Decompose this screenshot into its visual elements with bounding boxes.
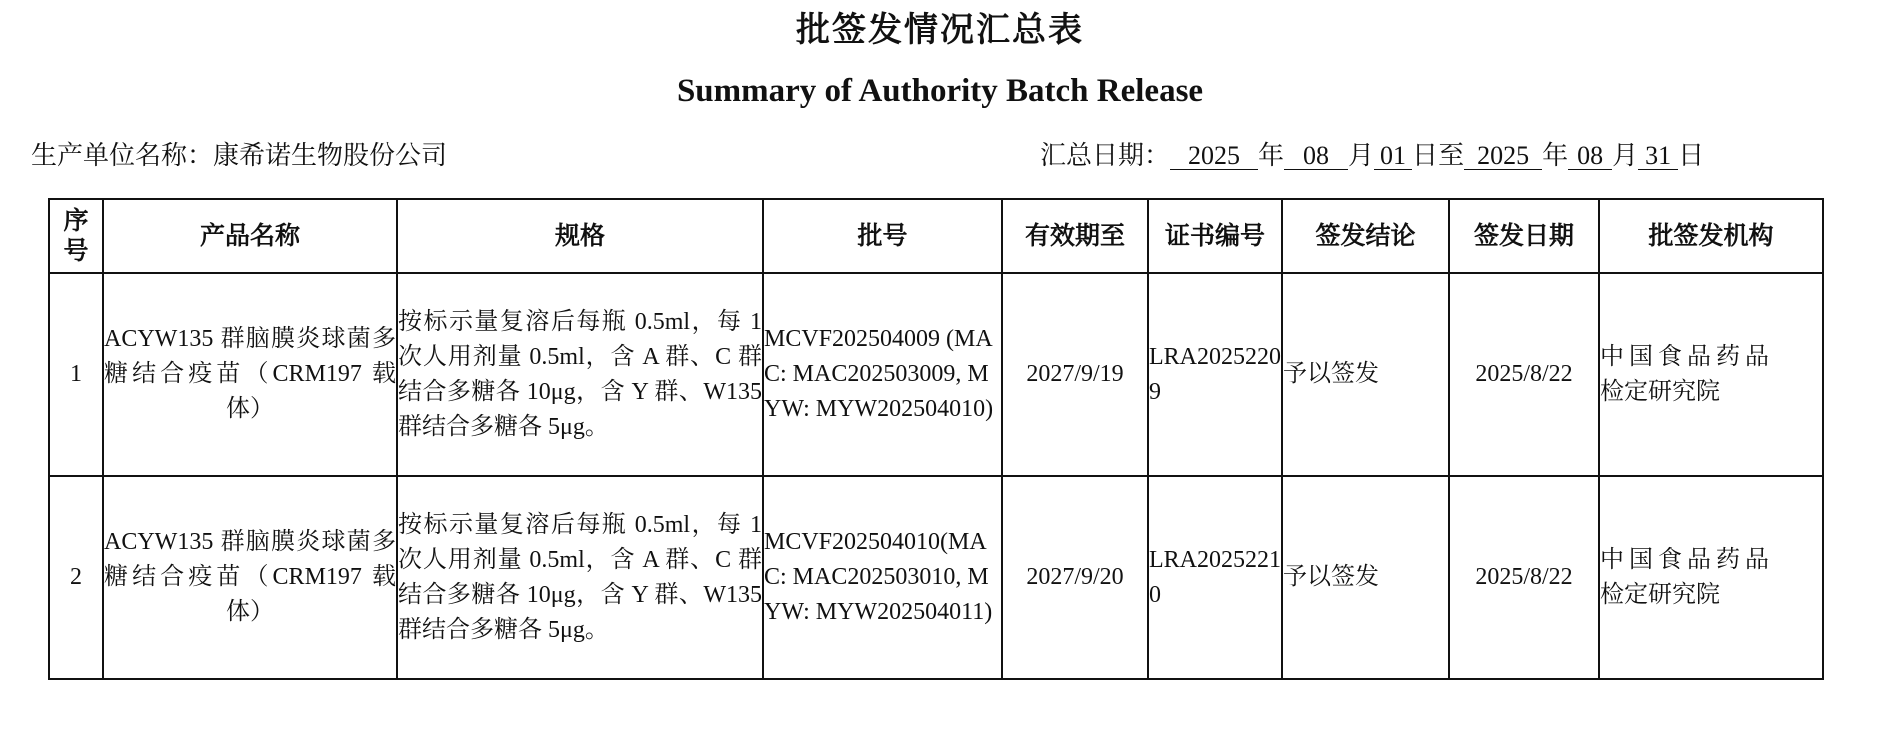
cell-lot: MCVF202504010(MAC: MAC202503010, MYW: MYW202504011): [763, 476, 1002, 679]
producer-line: [31, 135, 447, 172]
header-no: 序号: [49, 199, 103, 273]
cell-lot: MCVF202504009 (MAC: MAC202503009, MYW: MYW202504010): [763, 273, 1002, 476]
cell-no: 1: [49, 273, 103, 476]
start-month-label: 月: [1348, 141, 1375, 171]
table-row: [49, 273, 1823, 476]
cell-expiry: 2027/9/19: [1002, 273, 1148, 476]
cell-conclusion: 予以签发: [1282, 476, 1449, 679]
cell-product-name: ACYW135 群脑膜炎球菌多糖结合疫苗（CRM197 载体）: [103, 476, 397, 679]
institution-line-1: 中国食品药品: [1600, 546, 1774, 573]
institution-line-2: 检定研究院: [1600, 581, 1720, 608]
table-row: [49, 476, 1823, 679]
header-cert-no: 证书编号: [1148, 199, 1282, 273]
header-issue-date: 签发日期: [1449, 199, 1599, 273]
cell-spec: 按标示量复溶后每瓶 0.5ml，每 1 次人用剂量 0.5ml，含 A 群、C 群结合多糖各 10μg，含 Y 群、W135 群结合多糖各 5μg。: [397, 273, 763, 476]
end-day: 31: [1638, 142, 1678, 170]
start-year: 2025: [1170, 142, 1258, 170]
cell-cert-no: LRA20252209: [1148, 273, 1282, 476]
cell-conclusion: 予以签发: [1282, 273, 1449, 476]
institution-line-1: 中国食品药品: [1600, 343, 1774, 370]
cell-spec: 按标示量复溶后每瓶 0.5ml，每 1 次人用剂量 0.5ml，含 A 群、C 群结合多糖各 10μg，含 Y 群、W135 群结合多糖各 5μg。: [397, 476, 763, 679]
header-institution: 批签发机构: [1599, 199, 1823, 273]
page-title-cn: 批签发情况汇总表: [796, 10, 1084, 50]
start-day: 01: [1374, 142, 1412, 170]
end-year-label: 年: [1542, 141, 1569, 171]
start-year-label: 年: [1258, 141, 1285, 171]
end-month: 08: [1568, 142, 1612, 170]
cell-cert-no: LRA20252210: [1148, 476, 1282, 679]
cell-institution: [1599, 273, 1823, 476]
institution-line-2: 检定研究院: [1600, 378, 1720, 405]
cell-no: 2: [49, 476, 103, 679]
cell-product-name: ACYW135 群脑膜炎球菌多糖结合疫苗（CRM197 载体）: [103, 273, 397, 476]
summary-date-line: [1040, 135, 1704, 172]
table-header-row: [49, 199, 1823, 273]
start-day-label: 日: [1412, 141, 1439, 171]
end-month-label: 月: [1612, 141, 1639, 171]
cell-issue-date: 2025/8/22: [1449, 476, 1599, 679]
end-day-label: 日: [1678, 141, 1705, 171]
page-title-en: Summary of Authority Batch Release: [676, 73, 1204, 109]
cell-institution: [1599, 476, 1823, 679]
end-year: 2025: [1464, 142, 1542, 170]
batch-release-table: [48, 198, 1824, 680]
cell-expiry: 2027/9/20: [1002, 476, 1148, 679]
header-conclusion: 签发结论: [1282, 199, 1449, 273]
header-product-name: 产品名称: [103, 199, 397, 273]
header-lot: 批号: [763, 199, 1002, 273]
header-expiry: 有效期至: [1002, 199, 1148, 273]
date-to-label: 至: [1438, 141, 1465, 171]
cell-issue-date: 2025/8/22: [1449, 273, 1599, 476]
header-spec: 规格: [397, 199, 763, 273]
producer-value: 康希诺生物股份公司: [213, 141, 448, 171]
producer-label: 生产单位名称：: [31, 141, 214, 171]
summary-date-label: 汇总日期：: [1040, 141, 1171, 171]
start-month: 08: [1284, 142, 1348, 170]
